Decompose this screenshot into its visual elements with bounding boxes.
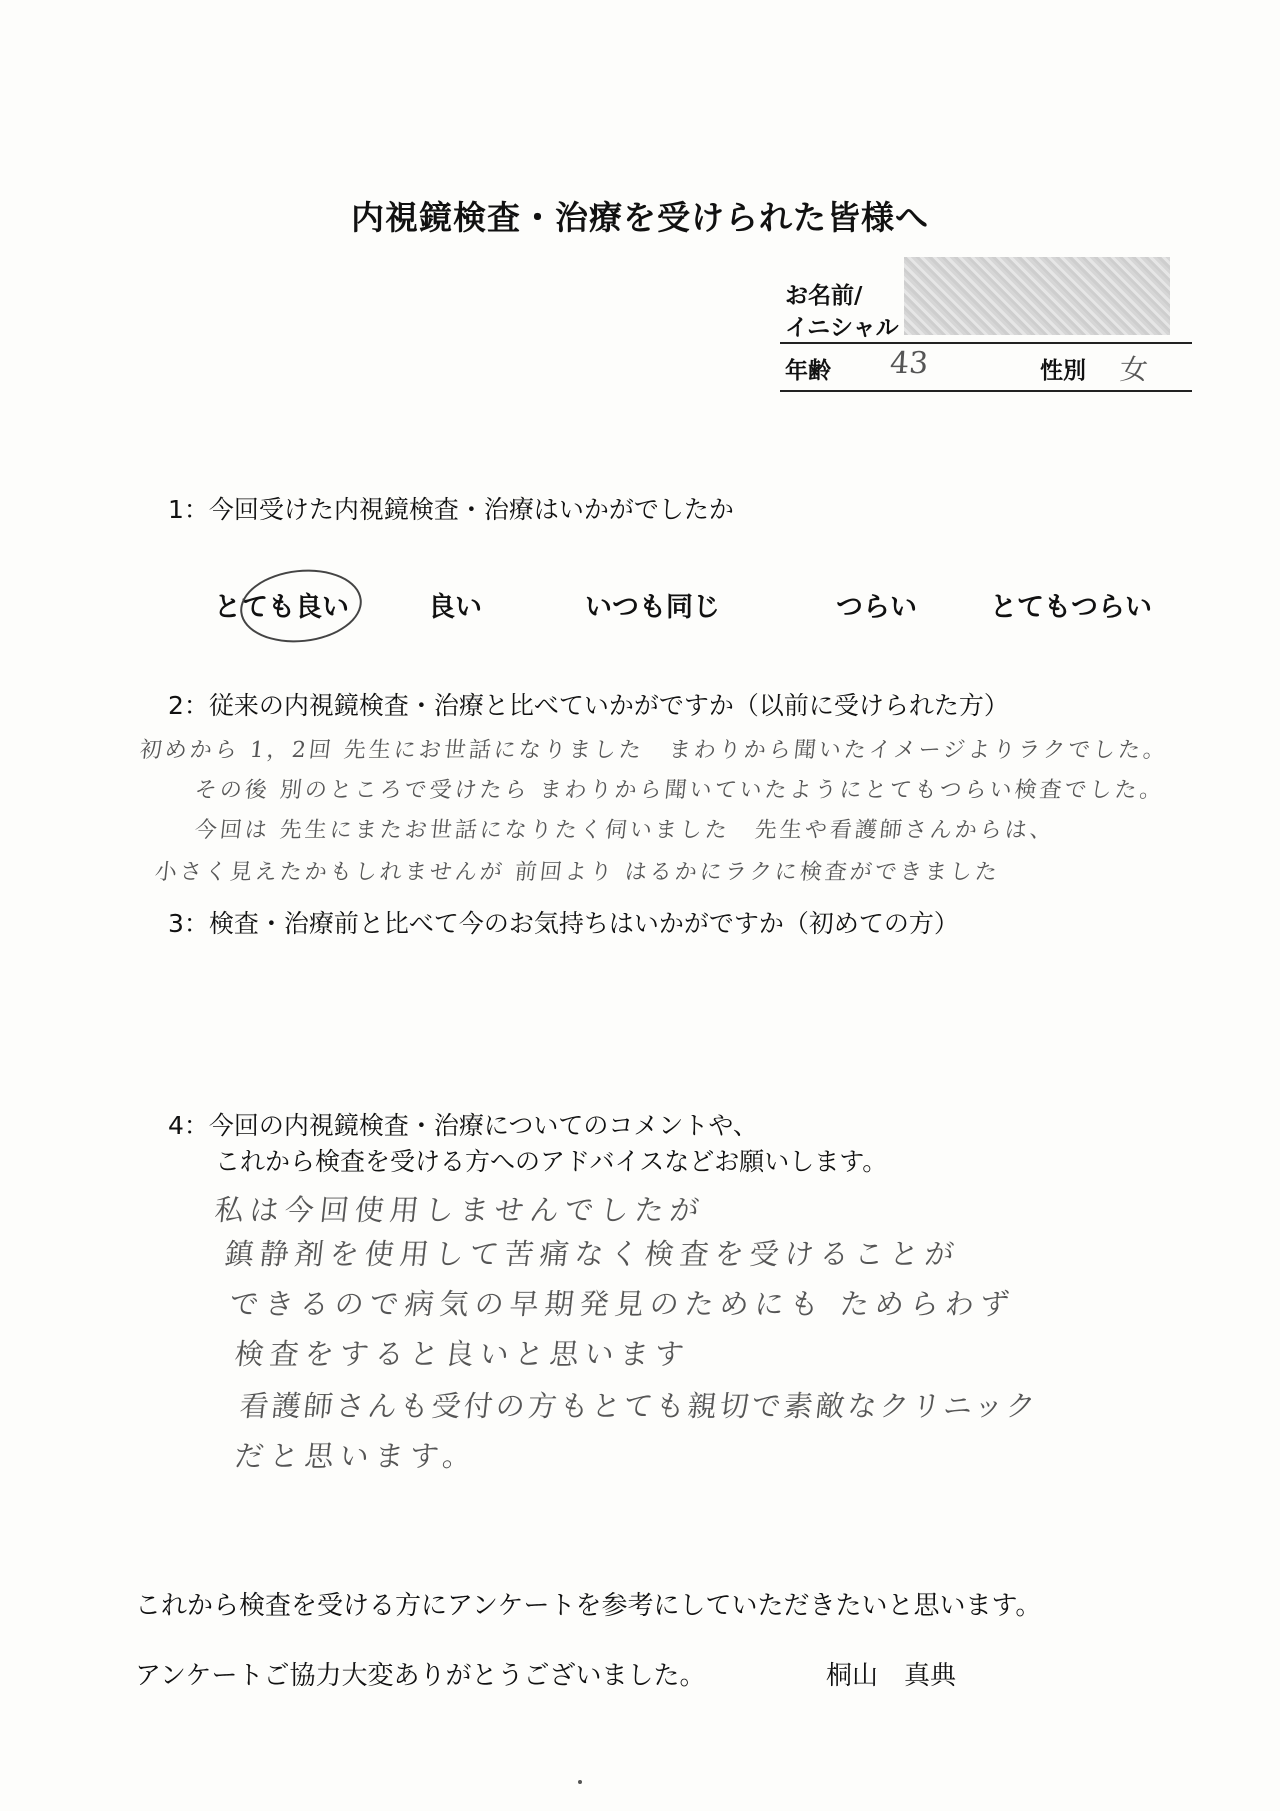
sex-value: 女: [1118, 353, 1150, 386]
sex-label: 性別: [1040, 358, 1086, 384]
q4-answer-line-3: できるので病気の早期発見のためにも ためらわず: [228, 1287, 1017, 1321]
age-underline: [780, 390, 1192, 392]
name-label: お名前/: [785, 283, 863, 309]
q2-answer-line-4: 小さく見えたかもしれませんが 前回より はるかにラクに検査ができました: [153, 860, 1002, 885]
q4-answer-line-1: 私は今回使用しませんでしたが: [213, 1193, 707, 1227]
q4-answer-line-4: 検査をすると良いと思います: [233, 1337, 692, 1371]
q2-answer-line-2: その後 別のところで受けたら まわりから聞いていたようにとてもつらい検査でした。: [193, 778, 1166, 803]
name-underline: [780, 342, 1192, 344]
option-hard: つらい: [836, 592, 917, 623]
footer-line-1: これから検査を受ける方にアンケートを参考にしていただきたいと思います。: [135, 1591, 1042, 1621]
age-label: 年齢: [785, 358, 831, 384]
initial-label: イニシャル: [785, 315, 899, 341]
age-value: 43: [888, 346, 930, 381]
question-2: 2：従来の内視鏡検査・治療と比べていかがですか（以前に受けられた方）: [168, 691, 1009, 720]
selected-option-circle: [237, 564, 366, 648]
document-title: 内視鏡検査・治療を受けられた皆様へ: [351, 198, 929, 237]
footer-line-2: アンケートご協力大変ありがとうございました。: [135, 1661, 706, 1691]
option-very-good: とても良い: [214, 592, 349, 623]
signature: 桐山 真典: [826, 1661, 957, 1691]
question-3: 3：検査・治療前と比べて今のお気持ちはいかがですか（初めての方）: [168, 909, 959, 938]
q4-answer-line-2: 鎮静剤を使用して苦痛なく検査を受けることが: [223, 1237, 962, 1271]
q4-answer-line-5: 看護師さんも受付の方もとても親切で素敵なクリニック: [238, 1389, 1040, 1423]
page-dot: [578, 1780, 582, 1784]
redacted-name: [904, 257, 1170, 335]
question-4-line-2: これから検査を受ける方へのアドバイスなどお願いします。: [215, 1147, 888, 1176]
option-same: いつも同じ: [585, 592, 720, 623]
q2-answer-line-3: 今回は 先生にまたお世話になりたく伺いました 先生や看護師さんからは、: [193, 818, 1057, 843]
option-very-hard: とてもつらい: [990, 592, 1152, 623]
q4-answer-line-6: だと思います。: [233, 1439, 480, 1473]
question-4-line-1: 4：今回の内視鏡検査・治療についてのコメントや、: [168, 1111, 758, 1140]
question-1: 1：今回受けた内視鏡検査・治療はいかがでしたか: [168, 495, 734, 524]
option-good: 良い: [428, 592, 482, 623]
q2-answer-line-1: 初めから 1，2回 先生にお世話になりました まわりから聞いたイメージよりラクでした。: [138, 738, 1170, 763]
